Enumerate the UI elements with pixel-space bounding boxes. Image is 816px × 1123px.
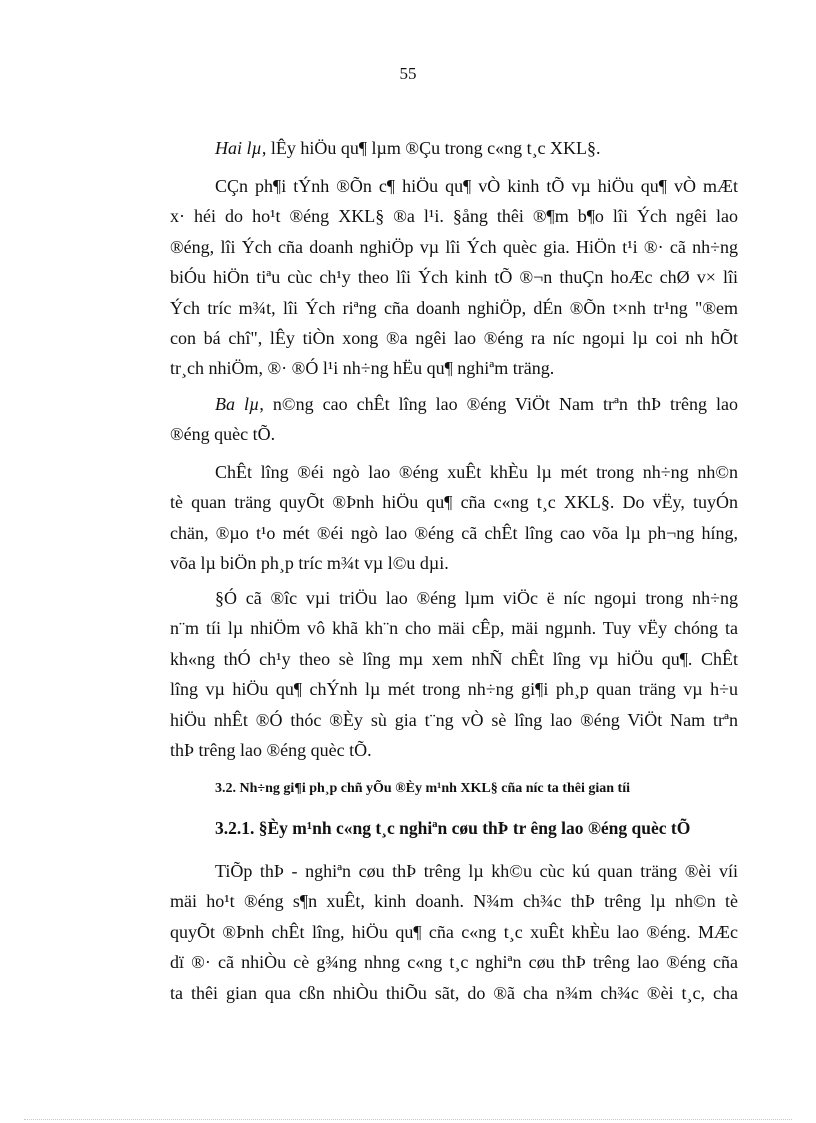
italic-lead: Hai lµ xyxy=(215,138,262,158)
paragraph-hai-la xyxy=(170,133,738,163)
text-line xyxy=(170,389,738,419)
text-line: lîng vµ hiÖu qu¶ chÝnh lµ mét trong nh÷ng gi¶i ph¸p quan träng vµ h÷u xyxy=(170,679,738,700)
text-line: ®éng quèc tÕ. xyxy=(170,424,276,445)
paragraph-tiep-thi xyxy=(170,856,738,1008)
text-run: , lÊy hiÖu qu¶ lµm ®Çu trong c«ng t¸c XKL§. xyxy=(261,138,601,158)
paragraph-hieu-qua xyxy=(170,171,738,384)
text-line: thÞ trêng lao ®éng quèc tÕ. xyxy=(170,739,372,760)
text-line: tr¸ch nhiÖm, ®· ®Ó l¹i nh÷ng hËu qu¶ nghiªm träng. xyxy=(170,358,555,379)
text-line: quyÕt ®Þnh chÊt lîng, hiÖu qu¶ cña c«ng t¸c xuÊt khÈu lao ®éng. MÆc xyxy=(170,921,738,942)
text-line: Ých tríc m¾t, lîi Ých riªng cña doanh nghiÖp, dÉn ®Õn t×nh tr¹ng "®em xyxy=(170,297,738,318)
text-line: §Ó cã ®îc vµi triÖu lao ®éng lµm viÖc ë níc ngoµi trong nh÷ng xyxy=(215,588,738,608)
text-line: TiÕp thÞ - nghiªn cøu thÞ trêng lµ kh©u cùc kú quan träng ®èi víi xyxy=(215,861,738,881)
text-line: biÓu hiÖn tiªu cùc ch¹y theo lîi Ých kinh tÕ ®¬n thuÇn hoÆc chØ v× lîi xyxy=(170,267,738,288)
text-line: hiÖu nhÊt ®Ó thóc ®Èy sù gia t¨ng vÒ sè lîng lao ®éng ViÖt Nam trªn xyxy=(170,709,738,730)
text-line: chän, ®µo t¹o mét ®éi ngò lao ®éng cã chÊt lîng cao võa lµ ph¬ng híng, xyxy=(170,522,738,543)
paragraph-chat-luong xyxy=(170,457,738,579)
text-line: ®éng, lîi Ých cña doanh nghiÖp vµ lîi Ých quèc gia. HiÖn t¹i ®· cã nh÷ng xyxy=(170,236,738,257)
text-line: dï ®· cã nhiÒu cè g¾ng nhng c«ng t¸c nghiªn cøu thÞ trêng lao ®éng cña xyxy=(170,952,738,973)
text-line: mäi ho¹t ®éng s¶n xuÊt, kinh doanh. N¾m ch¾c thÞ trêng lµ nh©n tè xyxy=(170,891,738,912)
text-line: tè quan träng quyÕt ®Þnh hiÖu qu¶ cña c«ng t¸c XKL§. Do vËy, tuyÓn xyxy=(170,492,738,513)
italic-lead: Ba lµ xyxy=(215,394,260,414)
section-heading-3-2-1: 3.2.1. §Èy m¹nh c«ng t¸c nghiªn cøu thÞ tr êng lao ®éng quèc tÕ xyxy=(215,818,691,838)
page-number: 55 xyxy=(399,64,417,83)
page-bottom-divider xyxy=(24,1119,792,1120)
text-line: con bá chî", lÊy tiÒn xong ®a ngêi lao ®éng ra níc ngoµi lµ coi nh hÕt xyxy=(170,327,738,348)
text-line: CÇn ph¶i tÝnh ®Õn c¶ hiÖu qu¶ vÒ kinh tÕ vµ hiÖu qu¶ vÒ mÆt xyxy=(215,176,738,196)
text-line: võa lµ biÖn ph¸p tríc m¾t vµ l©u dµi. xyxy=(170,553,449,574)
paragraph-ba-la xyxy=(170,389,738,450)
text-line: ChÊt lîng ®éi ngò lao ®éng xuÊt khÈu lµ mét trong nh÷ng nh©n xyxy=(215,462,738,482)
text-run: , n©ng cao chÊt lîng lao ®éng ViÖt Nam trªn thÞ trêng lao xyxy=(259,394,738,414)
text-line xyxy=(170,133,738,163)
section-heading-3-2: 3.2. Nh÷ng gi¶i ph¸p chñ yÕu ®Èy m¹nh XKL§ cña níc ta thêi gian tíi xyxy=(215,781,630,796)
text-line: n¨m tíi lµ nhiÖm vô khã kh¨n cho mäi cÊp, mäi ngµnh. Tuy vËy chóng ta xyxy=(170,618,738,639)
text-line: kh«ng thÓ ch¹y theo sè lîng mµ xem nhÑ chÊt lîng vµ hiÖu qu¶. ChÊt xyxy=(170,648,738,669)
text-line: ta thêi gian qua cßn nhiÒu thiÕu sãt, do ®ã cha n¾m ch¾c ®èi t¸c, cha xyxy=(170,982,738,1003)
paragraph-vai-trieu xyxy=(170,583,738,765)
text-line: x· héi do ho¹t ®éng XKL§ ®a l¹i. §ång thêi ®¶m b¶o lîi Ých ngêi lao xyxy=(170,206,738,227)
